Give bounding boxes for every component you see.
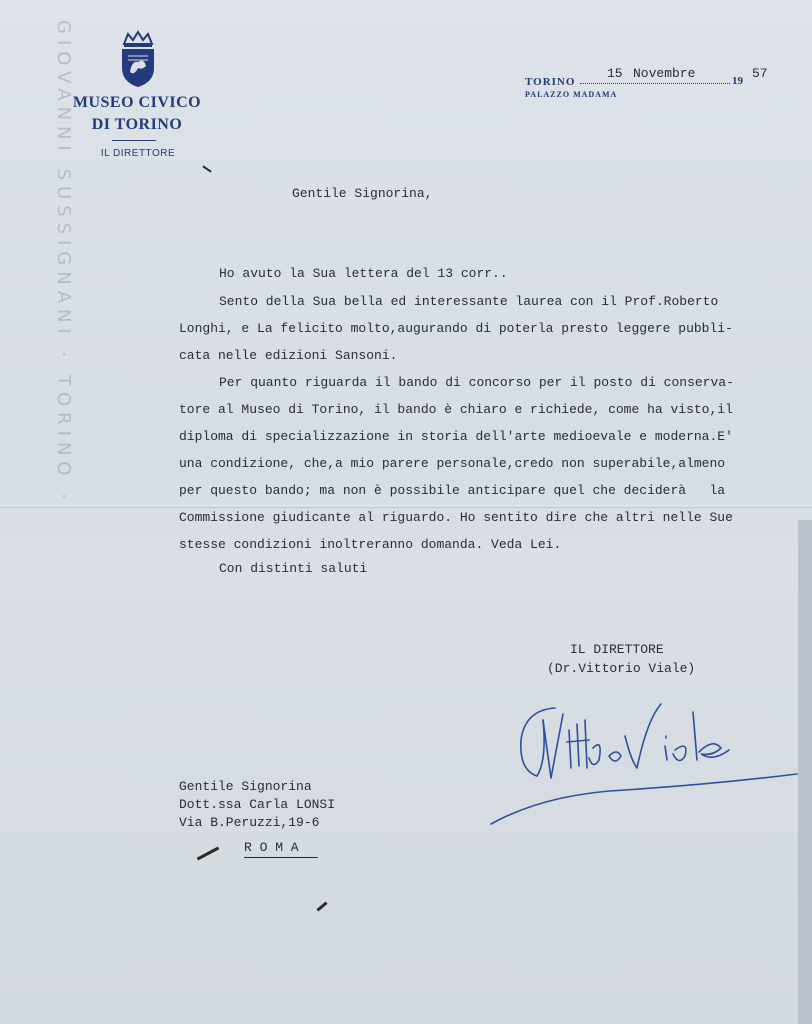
body-line: tore al Museo di Torino, il bando è chiaro e richiede, come ha visto,il	[179, 402, 733, 417]
signer-name: (Dr.Vittorio Viale)	[547, 661, 696, 676]
museum-name-line1: MUSEO CIVICO	[72, 94, 202, 111]
museum-name-line2: DI TORINO	[91, 116, 183, 133]
recipient-line: Dott.ssa Carla LONSI	[179, 797, 336, 812]
body-line: Commissione giudicante al riguardo. Ho sentito dire che altri nelle Sue	[179, 510, 733, 525]
place-label: TORINO	[525, 76, 576, 88]
museum-name	[44, 92, 230, 136]
director-label: IL DIRETTORE	[100, 148, 176, 159]
date-dotted-line	[580, 83, 730, 84]
body-line: Per quanto riguarda il bando di concorso per il posto di conservа-	[219, 375, 734, 390]
date-century: 19	[732, 75, 743, 87]
body-line: Longhi, e La felicito molto,augurando di poterla presto leggere pubbli-	[179, 321, 733, 336]
body-line: Sento della Sua bella ed interessante laurea con il Prof.Roberto	[219, 294, 719, 309]
signer-title: IL DIRETTORE	[570, 642, 664, 657]
body-line: una condizione, che,a mio parere personale,credo non superabile,almeno	[179, 456, 726, 471]
ink-speck	[202, 165, 211, 172]
body-line: cata nelle edizioni Sansoni.	[179, 348, 398, 363]
paper-fold	[0, 505, 812, 508]
handwritten-signature	[485, 690, 805, 830]
body-line: Ho avuto la Sua lettera del 13 corr..	[219, 266, 508, 281]
body-line: per questo bando; ma non è possibile anticipare quel che deciderà la	[179, 483, 726, 498]
recipient-line: Gentile Signorina	[179, 779, 312, 794]
paper-watermark: GIOVANNI SUSSIGNANI · TORINO ·	[53, 20, 74, 506]
body-line: stesse condizioni inoltreranno domanda. Veda Lei.	[179, 537, 562, 552]
ink-speck	[197, 847, 220, 861]
header-rule	[112, 140, 156, 141]
salutation: Gentile Signorina,	[292, 186, 433, 201]
closing: Con distinti saluti	[219, 561, 368, 576]
date-year: 57	[752, 66, 768, 81]
recipient-city: R O M A	[244, 840, 299, 855]
date-day: 15	[607, 66, 623, 81]
date-month: Novembre	[633, 66, 696, 81]
recipient-line: Via B.Peruzzi,19-6	[179, 815, 320, 830]
city-underline	[244, 857, 318, 858]
body-line: diploma di specializzazione in storia dell'arte medioevale e moderna.E'	[179, 429, 733, 444]
coat-of-arms-icon	[118, 30, 158, 88]
ink-speck	[316, 901, 327, 911]
place-sub-label: PALAZZO MADAMA	[525, 90, 618, 99]
